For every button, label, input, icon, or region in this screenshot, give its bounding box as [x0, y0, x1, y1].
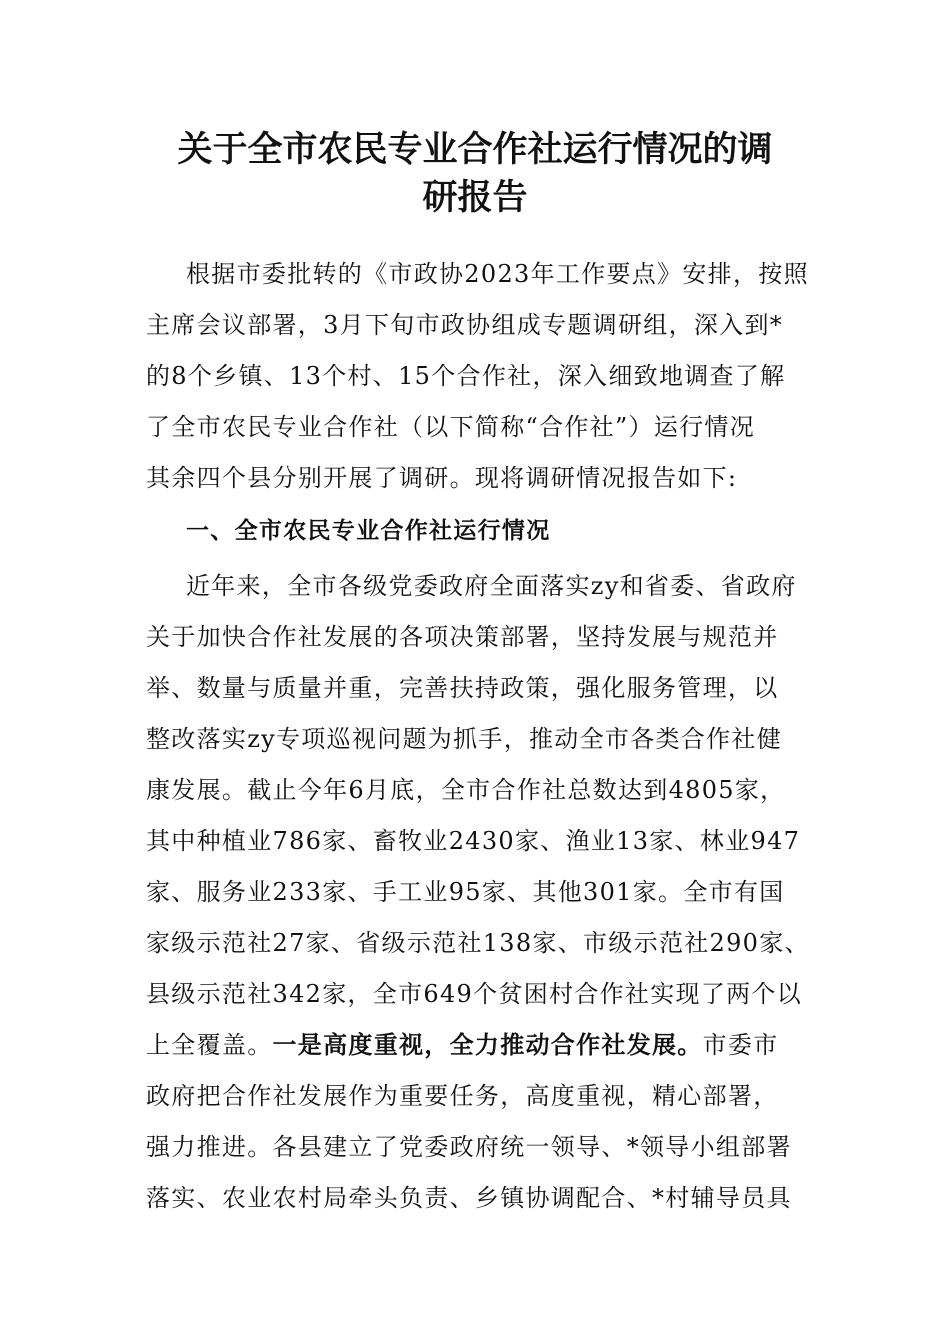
section-heading: 一、全市农民专业合作社运行情况	[186, 518, 551, 544]
intro-line-2: 主席会议部署，3月下旬市政协组成专题调研组，深入到*	[146, 311, 784, 339]
intro-line-4: 了全市农民专业合作社（以下简称“合作社”）运行情况	[146, 413, 756, 441]
body-line-13: 落实、农业农村局牵头负责、乡镇协调配合、*村辅导员具	[146, 1184, 792, 1212]
body-line-12: 强力推进。各县建立了党委政府统一领导、*领导小组部署	[146, 1133, 792, 1161]
body-line-10-end: 市委市	[702, 1031, 779, 1059]
intro-line-5: 其余四个县分别开展了调研。现将调研情况报告如下:	[146, 464, 738, 492]
body-line-1: 近年来，全市各级党委政府全面落实zy和省委、省政府	[186, 572, 797, 600]
body-line-11: 政府把合作社发展作为重要任务，高度重视，精心部署，	[146, 1082, 779, 1110]
bold-point-one: 一是高度重视，全力推动合作社发展。	[272, 1031, 703, 1059]
body-line-7: 家、服务业233家、手工业95家、其他301家。全市有国	[146, 878, 785, 906]
body-line-5: 康发展。截止今年6月底，全市合作社总数达到4805家，	[146, 776, 786, 804]
body-line-3: 举、数量与质量并重，完善扶持政策，强化服务管理，以	[146, 674, 779, 702]
body-line-8: 家级示范社27家、省级示范社138家、市级示范社290家、	[146, 929, 810, 957]
body-line-10	[146, 1027, 810, 1063]
document-title-line-2: 研报告	[422, 177, 528, 218]
intro-line-1: 根据市委批转的《市政协2023年工作要点》安排，按照	[186, 260, 809, 288]
body-line-10-start: 上全覆盖。	[146, 1031, 273, 1059]
body-line-4: 整改落实zy专项巡视问题为抓手，推动全市各类合作社健	[146, 725, 783, 753]
body-line-2: 关于加快合作社发展的各项决策部署，坚持发展与规范并	[146, 623, 779, 651]
body-line-6: 其中种植业786家、畜牧业2430家、渔业13家、林业947	[146, 827, 801, 855]
document-title-line-1: 关于全市农民专业合作社运行情况的调	[177, 129, 773, 170]
body-line-9: 县级示范社342家，全市649个贫困村合作社实现了两个以	[146, 980, 803, 1008]
intro-line-3: 的8个乡镇、13个村、15个合作社，深入细致地调查了解	[146, 362, 786, 390]
